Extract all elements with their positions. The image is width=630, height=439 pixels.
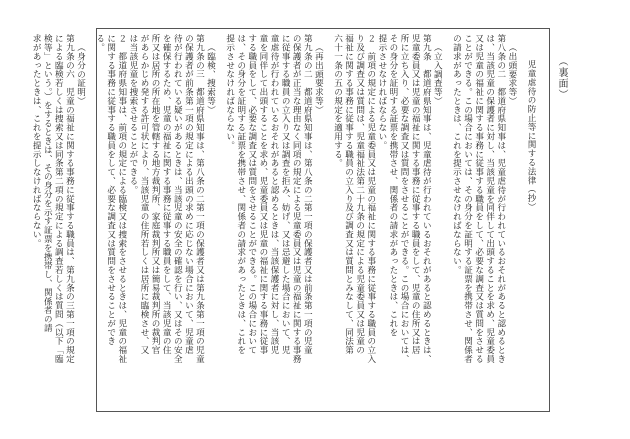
text-line: は、当該児童の保護者に対し、当該児童を同伴して出頭することを求め、児童委員 (484, 34, 495, 364)
text-line: 所又は居所の所在地を管轄する地方裁判所、家庭裁判所又は簡易裁判所の裁判官 (150, 34, 161, 355)
text-line: を確保するため、児童の福祉に関する事務に従事する職員をして、当該児童の住 (161, 34, 172, 355)
document-title: 児童虐待の防止等に関する法律（抄） (526, 60, 536, 212)
back-side-label: （裏面） (556, 56, 567, 100)
text-line: 所に立ち入り、必要な調査又は質問をさせることができる。この場合においては、 (399, 34, 410, 364)
text-line: 第九条の二 都道府県知事は、第八条の二第一項の保護者又は前条第一項の児童 (302, 34, 313, 355)
section-heading: （出頭要求等） (506, 43, 517, 106)
section-heading: （立入調査等） (432, 43, 443, 106)
section-heading: （再出頭要求等） (313, 43, 324, 115)
text-line: 六十一条の五の規定を適用する。 (332, 34, 343, 168)
text-line: ことができる。この場合においては、その身分を証明する証票を携帯させ、関係者 (462, 34, 473, 364)
text-line: ２ 都道府県知事は、前項の規定による臨検又は捜索をさせるときは、児童の福祉 (116, 34, 127, 364)
text-line: 又は児童の福祉に関する事務に従事する職員をして、必要な調査又は質問をさせる (473, 34, 484, 364)
text-line: 第九条の六 児童の福祉に関する事務に従事する職員は、第九条の三第一項の規定 (64, 34, 75, 364)
text-line: による臨検若しくは捜索又は同条第二項の規定による調査若しくは質問（以下「臨 (53, 34, 64, 364)
text-line: る。 (94, 34, 105, 52)
text-line: 第九条 都道府県知事は、児童虐待が行われているおそれがあると認めるときは、 (421, 34, 432, 364)
text-line: り及び調査又は質問は、児童福祉法第二十九条の規定による児童委員又は児童の (354, 34, 365, 355)
text-line: 検等」という。）をするときは、その身分を示す証票を携帯し、関係者の請 (42, 34, 53, 333)
text-line: に関する事務に従事する職員をして、必要な調査又は質問をさせることができ (105, 34, 116, 346)
text-line: 童虐待が行われているおそれがあると認めるときは、当該保護者に対し、当該児 (269, 34, 280, 355)
paragraph-gap (216, 34, 224, 406)
text-line: の保護者が正当な理由なく同項の規定による児童委員又は児童の福祉に関する事務 (291, 34, 302, 364)
text-line: 待が行われている疑いがあるときは、当該児童の安全の確認を行い、又はその安全 (172, 34, 183, 364)
text-line: があらかじめ発する許可状により、当該児童の住所若しくは居所に臨検させ、又 (139, 34, 149, 355)
text-line: の保護者が前条第一項の規定による出頭の求めに応じない場合において、児童虐 (183, 34, 194, 355)
text-line: その身分を証明する証票を携帯させ、関係者の請求があったときは、これを (387, 34, 398, 337)
paragraph-gap (323, 34, 331, 406)
text-line: 児童委員又は児童の福祉に関する事務に従事する職員をして、児童の住所又は居 (410, 34, 421, 355)
paragraph-gap (442, 34, 450, 406)
text-line: は当該児童を捜索させることができる。 (127, 34, 138, 195)
text-line: の請求があったときは、これを提示させなければならない。 (451, 34, 462, 275)
law-text-body (31, 34, 536, 406)
text-line: に従事する職員の立入り又は調査を拒み、妨げ、又は忌避した場合において、児 (280, 34, 291, 355)
text-line: 第九条の三 都道府県知事は、第八条の二第一項の保護者又は第九条第一項の児童 (194, 34, 205, 364)
text-line: は、その身分を証明する証票を携帯させ、関係者の請求があったときは、これを (235, 34, 246, 355)
text-line: 第八条の二 都道府県知事は、児童虐待が行われているおそれがあると認めるとき (495, 34, 506, 364)
section-heading: （臨検、捜索等） (205, 43, 216, 115)
text-line: 提示させなければならない。 (224, 34, 235, 150)
text-line: 童を同伴して出頭することを求め、児童委員又は児童の福祉に関する事務に従事 (257, 34, 268, 355)
text-line: する職員をして、必要な調査又は質問をさせることができる。この場合において (246, 34, 257, 355)
section-heading: （身分の証明） (75, 43, 86, 106)
paragraph-gap (517, 34, 525, 406)
text-line: 福祉に関する事務に従事する職員の立入り及び調査又は質問とみなして、同法第 (343, 34, 354, 355)
text-line: 提示させなければならない。 (376, 34, 387, 150)
text-line: ２ 前項の規定による児童委員又は児童の福祉に関する事務に従事する職員の立入 (365, 34, 376, 364)
paragraph-gap (86, 34, 94, 406)
text-line: 求があったときは、これを提示しなければならない。 (31, 34, 42, 248)
